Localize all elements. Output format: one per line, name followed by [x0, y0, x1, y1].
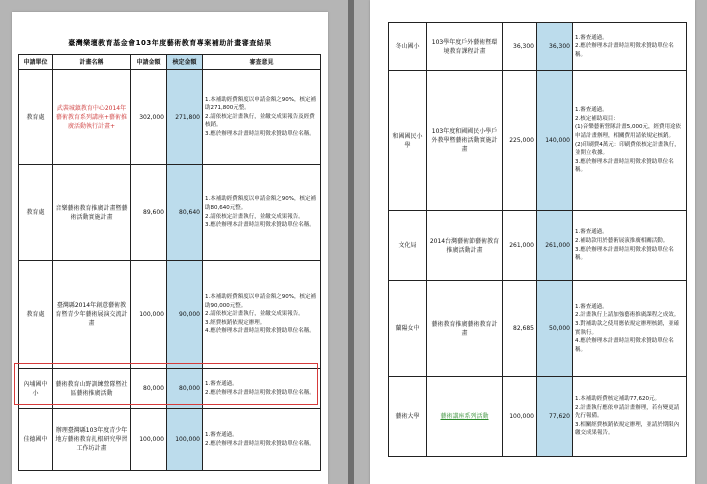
- document-page-1: [12, 12, 328, 484]
- cell-plan: 2014台灣藝術節藝術教育推廣活動計畫: [427, 211, 503, 281]
- page-splitter[interactable]: [348, 0, 354, 484]
- cell-approve: 80,640: [167, 165, 203, 261]
- cell-approve: 80,000: [167, 369, 203, 409]
- cell-apply: 36,300: [503, 23, 537, 71]
- cell-plan: 臺灣縣2014年創意藝術教育暨青少年藝術展演交流計畫: [53, 261, 131, 369]
- cell-opinion: 1.審查通過。 2.應於辦理本計畫時註明徵求贊助單位名稱。: [203, 409, 321, 471]
- document-page-2: [370, 0, 695, 484]
- cell-plan: 藝術教育山野訓練營隊暨社區藝術推廣活動: [53, 369, 131, 409]
- cell-approve: 100,000: [167, 409, 203, 471]
- header-plan: 計畫名稱: [53, 55, 131, 70]
- table-header-row: [19, 55, 321, 70]
- header-apply: 申請金額: [131, 55, 167, 70]
- cell-opinion: 1.本補助經費額度以申請金額之90%，核定補助80,640元整。 2.請依核定計畫執行，並繳交成果報告。 3.應於辦理本計畫時註明徵求贊助單位名稱。: [203, 165, 321, 261]
- cell-apply: 261,000: [503, 211, 537, 281]
- cell-unit: 和國國民小學: [389, 71, 427, 211]
- table-row: [19, 165, 321, 261]
- cell-opinion: 1.審查通過。 2.核定補助項目： (1)音樂藝術營隊計畫5,000元，經費用途依申請計畫辦理，相關費用請依規定核銷。 (2)印刷費4萬元：印刷費依核定計畫執行，並開立收據。 3.應於辦理本計畫時註明徵求贊助單位名稱。: [573, 71, 687, 211]
- cell-apply: 100,000: [131, 409, 167, 471]
- cell-plan: 武裝城鎮教育中心2014年藝術教育系列講座+藝術推廣活動執行計畫+: [53, 70, 131, 165]
- header-approve: 核定金額: [167, 55, 203, 70]
- cell-unit: 藝術大學: [389, 377, 427, 457]
- table-row: [19, 409, 321, 471]
- document-title: 臺灣樂壇教育基金會103年度藝術教育專案補助計畫審查結果: [68, 39, 272, 47]
- cell-approve: 50,000: [537, 281, 573, 377]
- cell-apply: 302,000: [131, 70, 167, 165]
- cell-plan: 藝術教育推廣藝術教育計畫: [427, 281, 503, 377]
- cell-unit: 文化局: [389, 211, 427, 281]
- cell-unit: 蘭陽女中: [389, 281, 427, 377]
- cell-apply: 82,685: [503, 281, 537, 377]
- cell-apply: 89,600: [131, 165, 167, 261]
- table-row: [389, 281, 687, 377]
- header-opinion: 審查意見: [203, 55, 321, 70]
- cell-opinion: 1.本補助經費額度以申請金額之90%，核定補助271,800元整。 2.請依核定計畫執行，並繳交成果報告及經費核銷。 3.應於辦理本計畫時註明徵求贊助單位名稱。: [203, 70, 321, 165]
- cell-approve: 261,000: [537, 211, 573, 281]
- cell-opinion: 1.審查通過。 2.補助款用於藝術展演推廣相關活動。 3.應於辦理本計畫時註明徵求贊助單位名稱。: [573, 211, 687, 281]
- review-table-page-1: [18, 54, 321, 471]
- cell-unit: 教育處: [19, 165, 53, 261]
- cell-apply: 100,000: [131, 261, 167, 369]
- cell-approve: 77,620: [537, 377, 573, 457]
- cell-plan: 辦理臺灣縣103年度青少年地方藝術教育扎根研究學習工作坊計畫: [53, 409, 131, 471]
- cell-plan: 103學年度戶外藝術暨環境教育課程計畫: [427, 23, 503, 71]
- table-row: [19, 70, 321, 165]
- cell-plan: 藝術講座系列活動: [427, 377, 503, 457]
- cell-opinion: 1.審查通過。 2.計畫執行上請加強藝術推廣課程之成效。 3.對補助款之使用應依規定辦理核銷，並確實執行。 4.應於辦理本計畫時註明徵求贊助單位名稱。: [573, 281, 687, 377]
- cell-approve: 36,300: [537, 23, 573, 71]
- selection-highlight-box: [14, 363, 318, 405]
- table-row: [389, 23, 687, 71]
- cell-opinion: 1.本補助經費核定補助77,620元。 2.計畫執行應依申請計畫辦理，若有變更請先行報備。 3.相關經費核銷依規定辦理，並請於期限內繳交成果報告。: [573, 377, 687, 457]
- cell-apply: 100,000: [503, 377, 537, 457]
- cell-apply: 225,000: [503, 71, 537, 211]
- cell-unit: 冬山國小: [389, 23, 427, 71]
- table-row: [19, 261, 321, 369]
- table-row: [389, 377, 687, 457]
- cell-unit: 佳德國中: [19, 409, 53, 471]
- cell-plan: 音樂藝術教育推廣計畫暨藝術活動實施計畫: [53, 165, 131, 261]
- cell-opinion: 1.審查通過。 2.應於辦理本計畫時註明徵求贊助單位名稱。: [573, 23, 687, 71]
- review-table-page-2: [388, 22, 687, 457]
- cell-plan: 103年度和國國民小學戶外教學暨藝術活動實施計畫: [427, 71, 503, 211]
- cell-apply: 80,000: [131, 369, 167, 409]
- cell-opinion: 1.本補助經費額度以申請金額之90%，核定補助90,000元整。 2.請依核定計畫執行，並繳交成果報告。 3.經費核銷依規定辦理。 4.應於辦理本計畫時註明徵求贊助單位名稱。: [203, 261, 321, 369]
- table-row: [389, 211, 687, 281]
- cell-opinion: 1.審查通過。 2.應於辦理本計畫時註明徵求贊助單位名稱。: [203, 369, 321, 409]
- cell-approve: 271,800: [167, 70, 203, 165]
- cell-unit: 教育處: [19, 261, 53, 369]
- cell-approve: 90,000: [167, 261, 203, 369]
- table-row: [389, 71, 687, 211]
- header-unit: 申請單位: [19, 55, 53, 70]
- cell-unit: 內埔國中小: [19, 369, 53, 409]
- cell-approve: 140,000: [537, 71, 573, 211]
- cell-unit: 教育處: [19, 70, 53, 165]
